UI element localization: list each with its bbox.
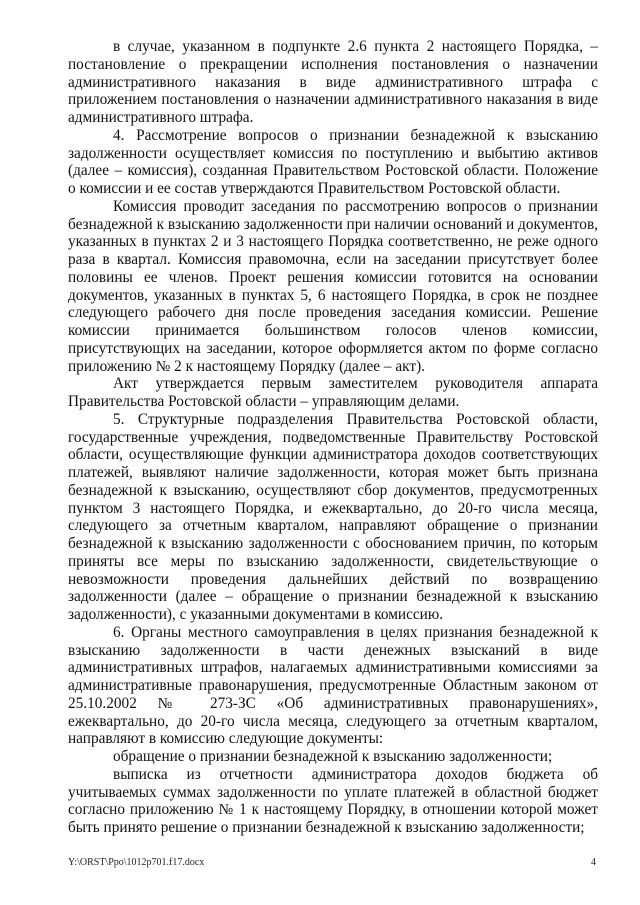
paragraph-list-item-extract: выписка из отчетности администратора доходов бюджета об учитываемых суммах задолженности по уплате платежей в областной бюджет согласно приложению № 1 к настоящему Порядку, в отношении которой может быть принято решение о признании безнадежной к взысканию задолженности; [68,765,598,836]
paragraph-commission-meetings: Комиссия проводит заседания по рассмотрению вопросов о признании безнадежной к взысканию задолженности при наличии оснований и документов, указанных в пунктах 2 и 3 настоящего Порядка соответственно, не реже одного раза в квартал. Комиссия правомочна, если на заседании присутствует более половины ее членов. Проект решения комиссии готовится на основании документов, указанных в пунктах 5, 6 настоящего Порядка, в срок не позднее следующего рабочего дня после проведения заседания комиссии. Решение комиссии принимается большинством голосов членов комиссии, присутствующих на заседании, которое оформляется актом по форме согласно приложению № 2 к настоящему Порядку (далее – акт). [68,197,598,375]
paragraph-5-structural-units: 5. Структурные подразделения Правительства Ростовской области, государственные учреждения, подведомственные Правительству Ростовской области, осуществляющие функции администратора доходов соответствующих платежей, выявляют наличие задолженности, которая может быть признана безнадежной к взысканию, осуществляют сбор документов, предусмотренных пунктом 3 настоящего Порядка, и ежеквартально, до 20-го числа месяца, следующего за отчетным кварталом, направляют обращение о признании безнадежной к взысканию задолженности с обоснованием причин, по которым приняты все меры по взысканию задолженности, свидетельствующие о невозможности проведения дальнейших действий по возвращению задолженности (далее – обращение о признании безнадежной к взысканию задолженности), с указанными документами в комиссию. [68,410,598,623]
paragraph-list-item-appeal: обращение о признании безнадежной к взысканию задолженности; [113,748,553,765]
file-path: Y:\ORST\Ppo\1012p701.f17.docx [68,857,205,868]
paragraph-6-local-authorities: 6. Органы местного самоуправления в целях признания безнадежной к взысканию задолженности в части денежных взысканий в виде административных штрафов, налагаемых административными комиссиями за административные правонарушения, предусмотренные Областным законом от 25.10.2002 № 273-ЗС «Об административных правонарушениях», ежеквартально, до 20-го числа месяца, следующего за отчетным кварталом, направляют в комиссию следующие документы: [68,623,598,748]
document-page [68,38,598,837]
paragraph-act-approval: Акт утверждается первым заместителем руководителя аппарата Правительства Ростовской области – управляющим делами. [68,375,598,410]
paragraph-1-continuation: в случае, указанном в подпункте 2.6 пункта 2 настоящего Порядка, – постановление о прекращении исполнения постановления о назначении административного наказания в виде административного штрафа с приложением постановления о назначении административного наказания в виде административного штрафа. [68,38,598,126]
page-number: 4 [591,857,596,868]
paragraph-4-commission: 4. Рассмотрение вопросов о признании безнадежной к взысканию задолженности осуществляет комиссия по поступлению и выбытию активов (далее – комиссия), созданная Правительством Ростовской области. Положение о комиссии и ее состав утверждаются Правительством Ростовской области. [68,126,598,197]
